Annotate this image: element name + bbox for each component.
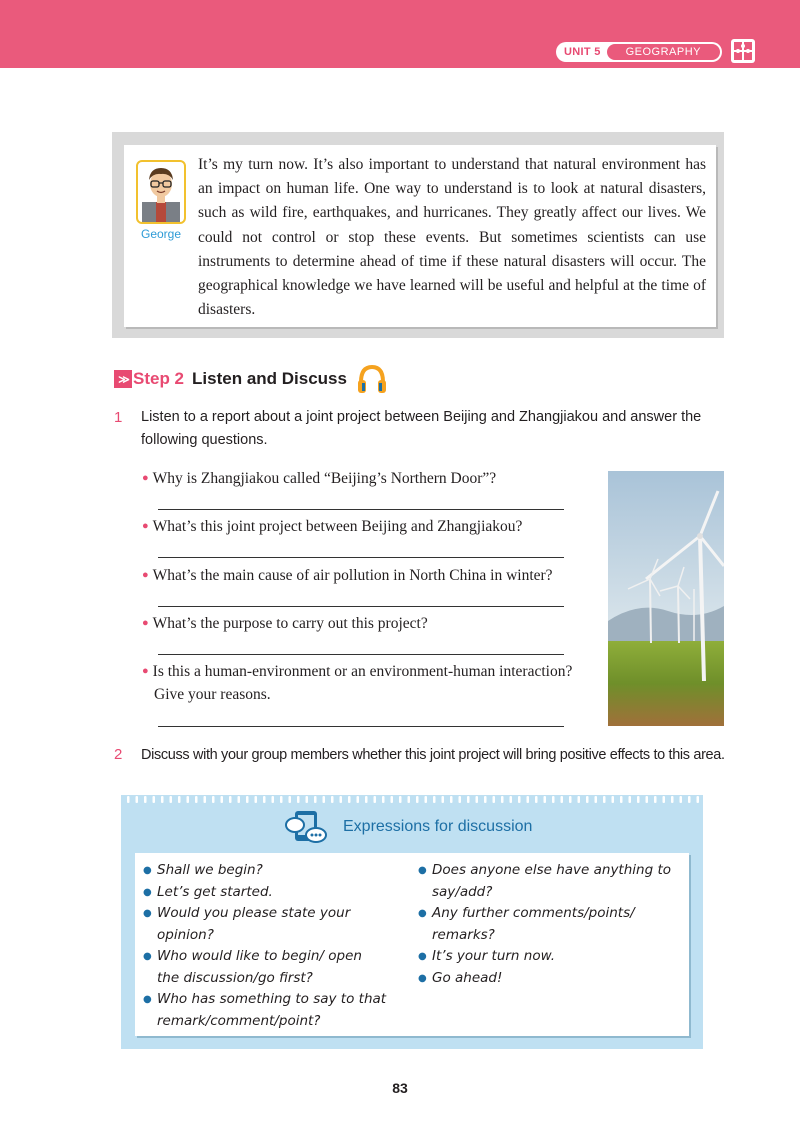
binding-dot: [238, 796, 241, 803]
binding-dot: [663, 796, 666, 803]
binding-dot: [620, 796, 623, 803]
unit-label: UNIT 5: [564, 46, 601, 58]
binding-dot: [484, 796, 487, 803]
binding-dot: [637, 796, 640, 803]
binding-dot: [476, 796, 479, 803]
binding-dot: [654, 796, 657, 803]
binding-dot: [391, 796, 394, 803]
binding-dot: [459, 796, 462, 803]
binding-dot: [323, 796, 326, 803]
binding-dot: [510, 796, 513, 803]
binding-dot: [612, 796, 615, 803]
binding-dot: [136, 796, 139, 803]
binding-dot: [527, 796, 530, 803]
list-item: ● Who has something to say to that remark/comment/point?: [143, 989, 397, 1032]
puzzle-icon: [730, 38, 756, 64]
binding-dot: [221, 796, 224, 803]
binding-dot: [144, 796, 147, 803]
binding-dot: [552, 796, 555, 803]
binding-dot: [314, 796, 317, 803]
answer-line-3[interactable]: [158, 606, 564, 607]
binding-dot: [433, 796, 436, 803]
binding-dot: [187, 796, 190, 803]
binding-dot: [348, 796, 351, 803]
answer-line-1[interactable]: [158, 509, 564, 510]
binding-dot: [467, 796, 470, 803]
list-item: ● Any further comments/points/ remarks?: [418, 903, 662, 946]
expressions-right-list: [418, 860, 680, 989]
task-2-instructions: Discuss with your group members whether this joint project will bring positive effects to this area.: [141, 747, 725, 763]
binding-dot: [501, 796, 504, 803]
task-2-number: 2: [114, 746, 123, 763]
task-1-number: 1: [114, 409, 123, 426]
list-item: ● Let’s get started.: [143, 882, 403, 904]
binding-dot: [416, 796, 419, 803]
binding-dot: [374, 796, 377, 803]
binding-dot: [280, 796, 283, 803]
list-item: ● Shall we begin?: [143, 860, 403, 882]
step-heading: [114, 362, 389, 396]
task-1-instructions: Listen to a report about a joint project between Beijing and Zhangjiakou and answer the following questions.: [141, 409, 702, 448]
expressions-title: Expressions for discussion: [343, 818, 533, 835]
binding-dot: [306, 796, 309, 803]
headphones-icon: [355, 362, 389, 396]
binding-dot: [569, 796, 572, 803]
binding-dot: [586, 796, 589, 803]
step-badge: ≫: [114, 370, 132, 388]
list-item: ● It’s your turn now.: [418, 946, 680, 968]
binding-dot: [229, 796, 232, 803]
binding-dot: [680, 796, 683, 803]
binding-dot: [297, 796, 300, 803]
binding-dot: [212, 796, 215, 803]
binding-dot: [263, 796, 266, 803]
binding-dot: [493, 796, 496, 803]
binding-dot: [153, 796, 156, 803]
question-5-followup: Give your reasons.: [154, 686, 271, 703]
binding-dot: [450, 796, 453, 803]
answer-line-5[interactable]: [158, 726, 564, 727]
question-2: ● What’s this joint project between Beijing and Zhangjiakou?: [142, 518, 523, 535]
binding-dot: [578, 796, 581, 803]
question-1: ● Why is Zhangjiakou called “Beijing’s Northern Door”?: [142, 470, 497, 487]
george-avatar: [136, 160, 186, 224]
binding-dot: [255, 796, 258, 803]
step-title: Listen and Discuss: [192, 369, 347, 388]
binding-dot: [646, 796, 649, 803]
binding-dot: [425, 796, 428, 803]
binding-dot: [697, 796, 700, 803]
unit-badge: [556, 42, 722, 62]
page-number: 83: [392, 1080, 408, 1096]
binding-dot: [688, 796, 691, 803]
binding-dot: [561, 796, 564, 803]
george-name: George: [140, 227, 182, 241]
binding-dot: [331, 796, 334, 803]
george-quote: It’s my turn now. It’s also important to understand that natural environment has an impact on human life. One way to understand is to look at natural disasters, such as wild fire, earthquakes, and hurricanes. They greatly affect our lives. We could not control or stop these events. But sometimes scientists can use instruments to determine ahead of time if these natural disasters will occur. The geographical knowledge we have learned will be useful and helpful at the time of disasters.: [198, 156, 706, 319]
binding-dot: [535, 796, 538, 803]
wind-turbine-photo: [608, 471, 724, 726]
question-4: ● What’s the purpose to carry out this project?: [142, 615, 428, 632]
binding-dot: [161, 796, 164, 803]
question-5: ● Is this a human-environment or an environment-human interaction?: [142, 663, 573, 680]
binding-dot: [442, 796, 445, 803]
unit-topic: GEOGRAPHY: [607, 44, 720, 60]
binding-dot: [399, 796, 402, 803]
binding-dot: [408, 796, 411, 803]
binding-dot: [289, 796, 292, 803]
chat-bubbles-icon: [285, 809, 327, 847]
binding-dot: [382, 796, 385, 803]
binding-dot: [272, 796, 275, 803]
list-item: ● Go ahead!: [418, 968, 680, 990]
binding-dot: [365, 796, 368, 803]
list-item: ● Who would like to begin/ open the discussion/go first?: [143, 946, 367, 989]
binding-dot: [544, 796, 547, 803]
binding-dot: [518, 796, 521, 803]
expressions-left-list: [143, 860, 403, 1032]
binding-dot: [195, 796, 198, 803]
question-3: ● What’s the main cause of air pollution in North China in winter?: [142, 567, 553, 584]
binding-dot: [170, 796, 173, 803]
step-label: Step 2: [133, 369, 185, 388]
answer-line-2[interactable]: [158, 557, 564, 558]
binding-dot: [127, 796, 130, 803]
binding-dot: [204, 796, 207, 803]
binding-dot: [357, 796, 360, 803]
binding-dot: [178, 796, 181, 803]
binding-dot: [340, 796, 343, 803]
binding-dot: [671, 796, 674, 803]
list-item: ● Does anyone else have anything to say/add?: [418, 860, 680, 903]
binding-dot: [246, 796, 249, 803]
binding-dot: [595, 796, 598, 803]
list-item: ● Would you please state your opinion?: [143, 903, 357, 946]
binding-dot: [629, 796, 632, 803]
binding-dot: [603, 796, 606, 803]
answer-line-4[interactable]: [158, 654, 564, 655]
spiral-binding: [121, 795, 703, 805]
